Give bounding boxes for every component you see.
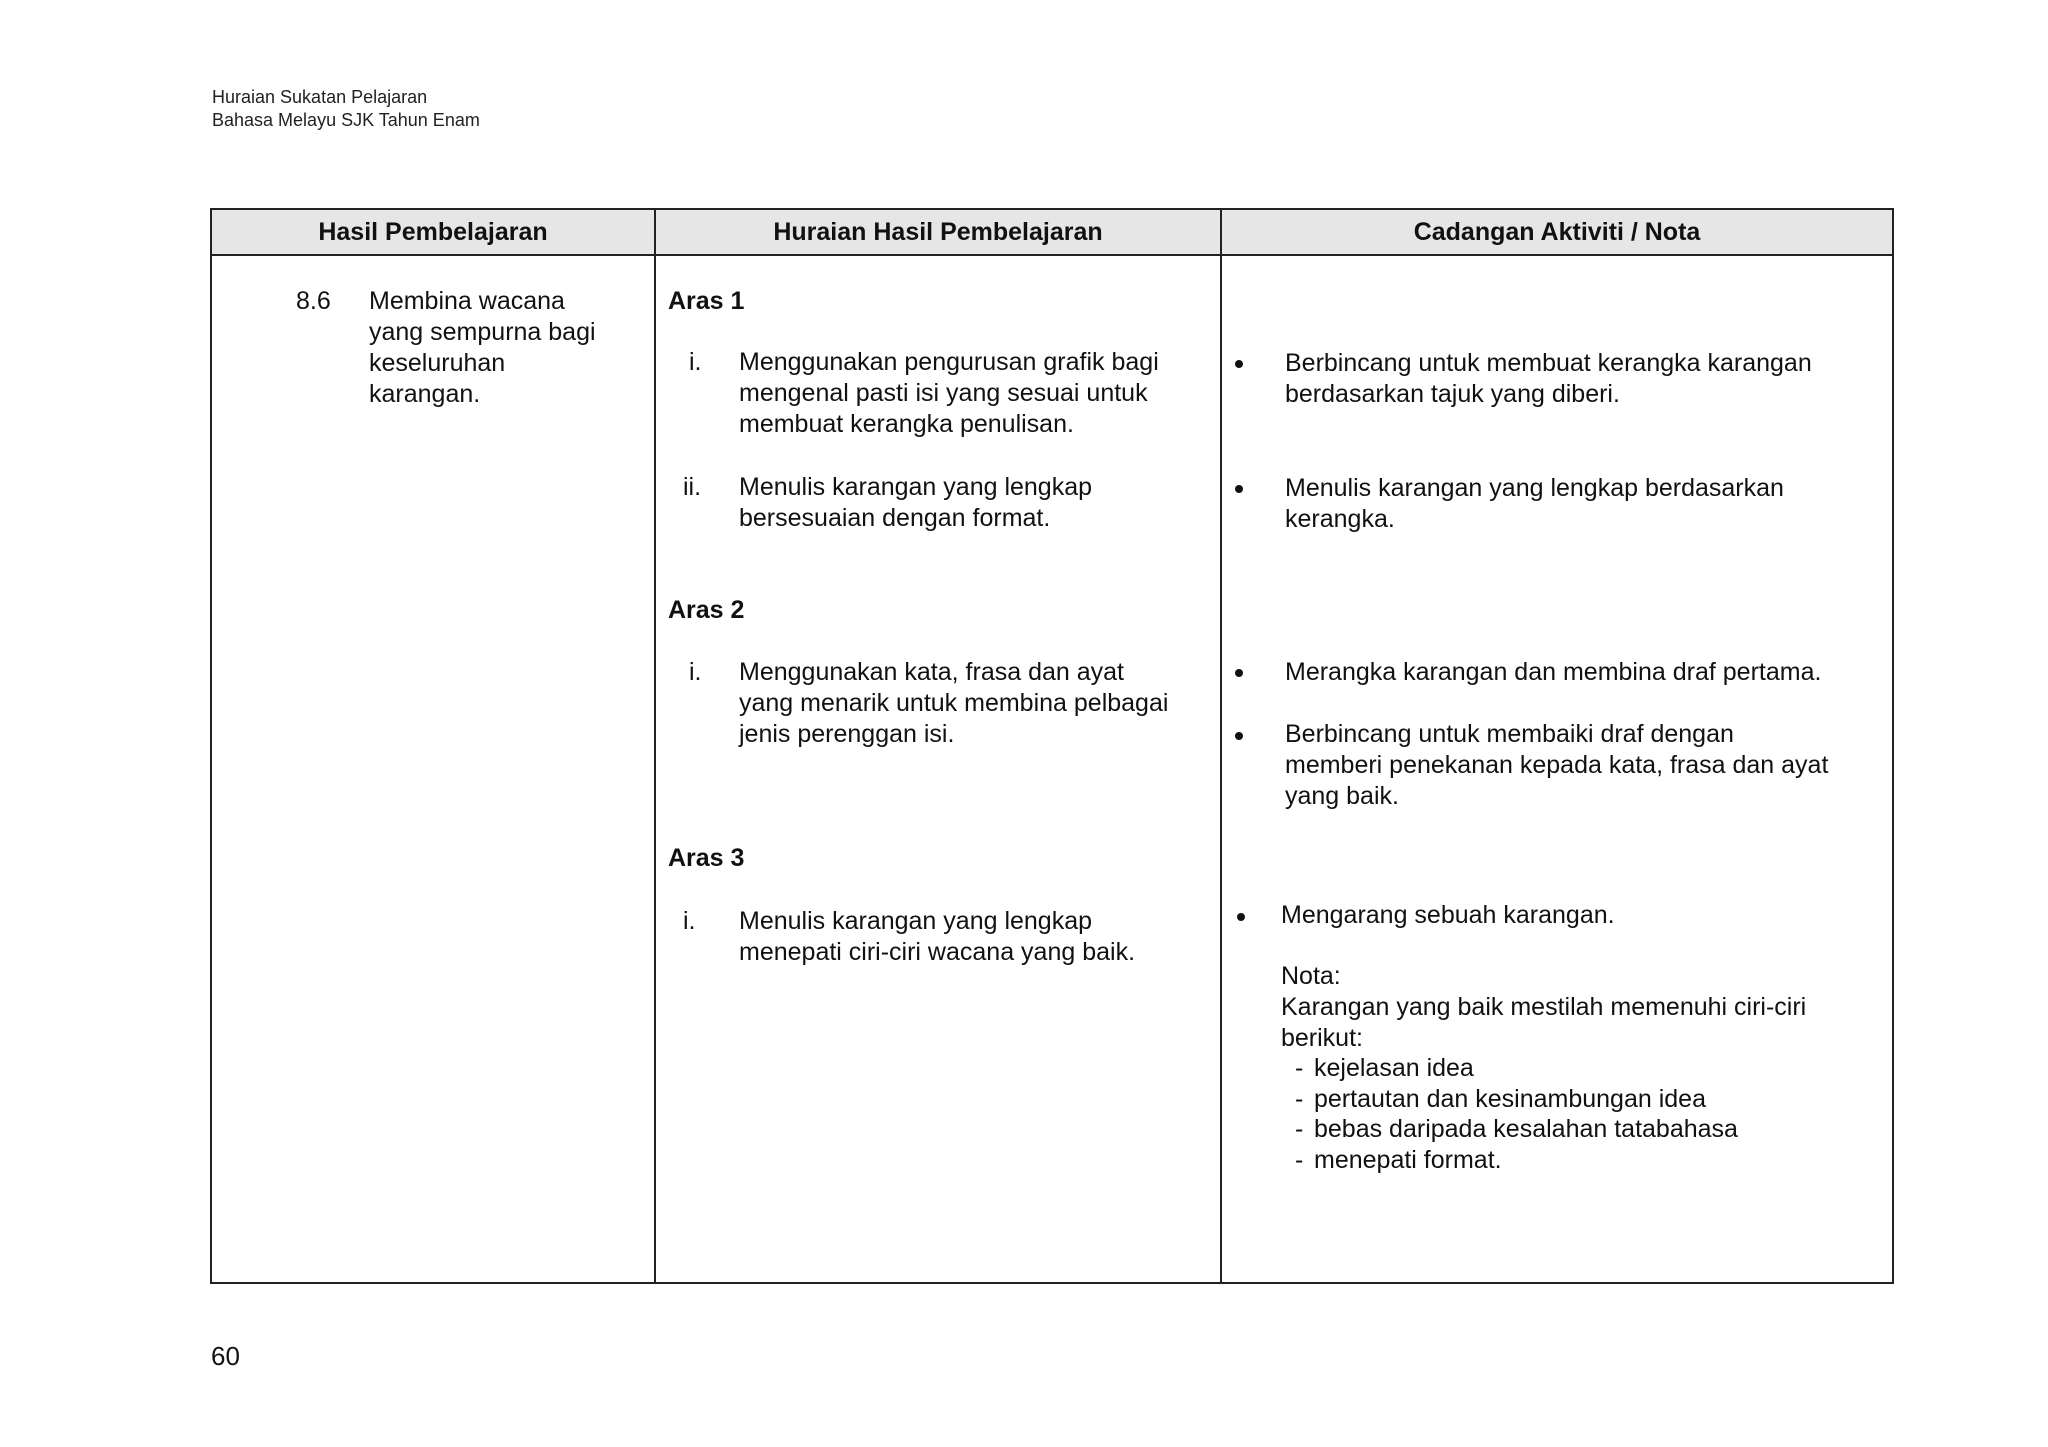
column-divider (1220, 210, 1222, 1282)
outcome-line: karangan. (369, 380, 481, 408)
outcome-number: 8.6 (296, 287, 331, 315)
item-line: yang menarik untuk membina pelbagai (739, 689, 1169, 717)
document-header (212, 86, 480, 132)
column-header-hasil: Hasil Pembelajaran (318, 218, 548, 246)
note-dash: - (1295, 1146, 1304, 1174)
header-line-1: Huraian Sukatan Pelajaran (212, 87, 428, 107)
outcome-line: yang sempurna bagi (369, 318, 596, 346)
item-line: Menulis karangan yang lengkap (739, 907, 1093, 935)
header-line-2: Bahasa Melayu SJK Tahun Enam (212, 110, 480, 130)
item-marker: i. (689, 658, 702, 686)
column-divider (654, 210, 656, 1282)
note-label: Nota: (1281, 962, 1341, 990)
activity-line: memberi penekanan kepada kata, frasa dan ayat (1285, 751, 1829, 779)
note-dash: - (1295, 1054, 1304, 1082)
bullet-icon (1235, 485, 1243, 493)
activity-line: Berbincang untuk membuat kerangka karangan (1285, 349, 1812, 377)
item-line: menepati ciri-ciri wacana yang baik. (739, 938, 1136, 966)
bullet-icon (1235, 360, 1243, 368)
note-criterion: bebas daripada kesalahan tatabahasa (1314, 1115, 1738, 1143)
item-marker: i. (683, 907, 696, 935)
note-criterion: pertautan dan kesinambungan idea (1314, 1085, 1706, 1113)
outcome-line: Membina wacana (369, 287, 565, 315)
level-title: Aras 3 (668, 844, 745, 872)
item-line: Menggunakan kata, frasa dan ayat (739, 658, 1124, 686)
syllabus-table (210, 208, 1894, 1284)
activity-line: kerangka. (1285, 505, 1395, 533)
note-criterion: menepati format. (1314, 1146, 1502, 1174)
item-marker: i. (689, 348, 702, 376)
note-dash: - (1295, 1115, 1304, 1143)
activity-line: Menulis karangan yang lengkap berdasarkan (1285, 474, 1784, 502)
note-line: berikut: (1281, 1024, 1363, 1052)
activity-line: Mengarang sebuah karangan. (1281, 901, 1615, 929)
item-line: bersesuaian dengan format. (739, 504, 1051, 532)
bullet-icon (1235, 732, 1243, 740)
item-marker: ii. (683, 473, 702, 501)
item-line: Menggunakan pengurusan grafik bagi (739, 348, 1159, 376)
column-header-huraian: Huraian Hasil Pembelajaran (773, 218, 1103, 246)
note-line: Karangan yang baik mestilah memenuhi ciri-ciri (1281, 993, 1807, 1021)
activity-line: Merangka karangan dan membina draf pertama. (1285, 658, 1822, 686)
bullet-icon (1235, 669, 1243, 677)
column-header-cadangan: Cadangan Aktiviti / Nota (1413, 218, 1701, 246)
activity-line: berdasarkan tajuk yang diberi. (1285, 380, 1620, 408)
activity-line: yang baik. (1285, 782, 1399, 810)
bullet-icon (1237, 913, 1245, 921)
level-title: Aras 1 (668, 287, 745, 315)
outcome-line: keseluruhan (369, 349, 506, 377)
item-line: mengenal pasti isi yang sesuai untuk (739, 379, 1148, 407)
item-line: jenis perenggan isi. (739, 720, 955, 748)
item-line: membuat kerangka penulisan. (739, 410, 1074, 438)
activity-line: Berbincang untuk membaiki draf dengan (1285, 720, 1734, 748)
note-criterion: kejelasan idea (1314, 1054, 1474, 1082)
note-dash: - (1295, 1085, 1304, 1113)
page-number: 60 (211, 1341, 240, 1371)
item-line: Menulis karangan yang lengkap (739, 473, 1093, 501)
table-header-row (212, 210, 1892, 256)
level-title: Aras 2 (668, 596, 745, 624)
